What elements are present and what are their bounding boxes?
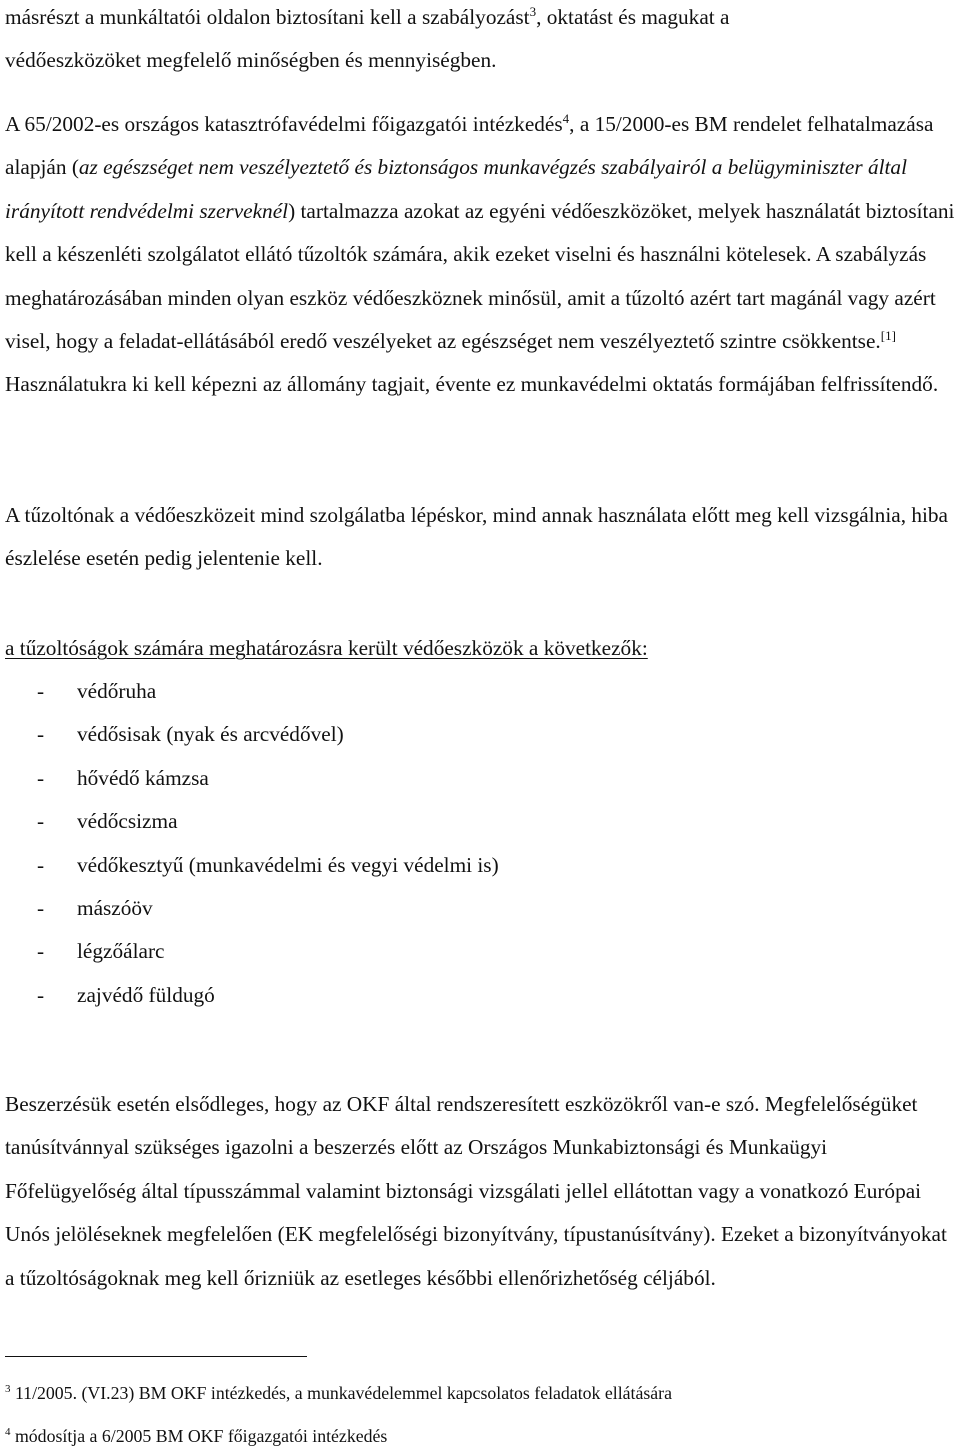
list-item-text: zajvédő füldugó bbox=[77, 982, 215, 1007]
equipment-list bbox=[5, 670, 499, 1017]
list-item bbox=[5, 670, 499, 713]
list-item-text: hővédő kámzsa bbox=[77, 765, 209, 790]
text: ) tartalmazza azokat az egyéni védőeszközöket, melyek használatát biztosítani kell a készenléti szolgálatot ellátó tűzoltók számára, akik ezeket viselni és használni kötelesek. A szabályzás meghatározásában minden olyan eszköz védőeszköznek minősül, amit a tűzoltó azért tart magánál vagy azért visel, hogy a feladat-ellátásából eredő veszélyeket az egészséget nem veszélyeztető szintre csökkentse. bbox=[5, 198, 955, 354]
citation-ref[interactable]: [1] bbox=[880, 327, 896, 343]
italic-text: az egészséget nem veszélyeztető és biztonságos munkavégzés szabályairól a belügyminiszter által irányított rendvédelmi szerveknél bbox=[5, 155, 907, 223]
paragraph-regulation bbox=[5, 103, 955, 407]
footnote-number: 3 bbox=[5, 1383, 11, 1396]
bullet-dash: - bbox=[37, 939, 45, 964]
footnote-ref[interactable]: 4 bbox=[562, 110, 570, 126]
list-item bbox=[5, 974, 499, 1017]
text: másrészt a munkáltatói oldalon biztosítani kell a szabályozást bbox=[5, 5, 530, 29]
text: védőeszközöket megfelelő minőségben és mennyiségben. bbox=[5, 48, 497, 73]
list-item bbox=[5, 930, 499, 973]
list-item-text: védősisak (nyak és arcvédővel) bbox=[77, 722, 344, 747]
footnote-text: módosítja a 6/2005 BM OKF főigazgatói intézkedés bbox=[14, 1426, 388, 1446]
text: A 65/2002-es országos katasztrófavédelmi főigazgatói intézkedés bbox=[5, 112, 563, 136]
paragraph-intro bbox=[5, 0, 955, 83]
list-item bbox=[5, 757, 499, 800]
footnote-text: 11/2005. (VI.23) BM OKF intézkedés, a munkavédelemmel kapcsolatos feladatok ellátására bbox=[14, 1383, 672, 1403]
list-item-text: védőruha bbox=[77, 679, 157, 703]
footnote-4 bbox=[5, 1424, 387, 1448]
footnote-3 bbox=[5, 1381, 672, 1405]
bullet-dash: - bbox=[37, 809, 45, 834]
text: , a 15/2000-es BM rendelet felhatalmazása alapján ( bbox=[5, 112, 934, 180]
footnote-ref[interactable]: 3 bbox=[529, 3, 537, 19]
list-item bbox=[5, 713, 499, 756]
bullet-dash: - bbox=[37, 982, 45, 1007]
footnote-divider bbox=[5, 1356, 307, 1357]
bullet-dash: - bbox=[37, 679, 45, 703]
bullet-dash: - bbox=[37, 852, 45, 877]
list-item-text: mászóöv bbox=[77, 895, 153, 920]
list-item bbox=[5, 800, 499, 843]
list-item-text: légzőálarc bbox=[77, 939, 165, 964]
bullet-dash: - bbox=[37, 895, 45, 920]
list-item bbox=[5, 844, 499, 887]
paragraph-inspection: A tűzoltónak a védőeszközeit mind szolgálatba lépéskor, mind annak használata előtt meg kell vizsgálnia, hiba észlelése esetén pedig jelentenie kell. bbox=[5, 503, 949, 571]
footnote-number: 4 bbox=[5, 1426, 11, 1439]
list-item-text: védőkesztyű (munkavédelmi és vegyi védelmi is) bbox=[77, 852, 499, 877]
bullet-dash: - bbox=[37, 722, 45, 747]
paragraph-procurement: Beszerzésük esetén elsődleges, hogy az OKF által rendszeresített eszközökről van-e szó. Megfelelőségüket tanúsítvánnyal szükséges igazolni a beszerzés előtt az Országos Munkabiztonsági és Munkaügyi Főfelügyelőség által típusszámmal valamint biztonsági vizsgálati jellel ellátottan vagy a vonatkozó Európai Unós jelöléseknek megfelelően (EK megfelelőségi bizonyítvány, típustanúsítvány). Ezeket a bizonyítványokat a tűzoltóságoknak meg kell őrizniük az esetleges későbbi ellenőrizhetőség céljából. bbox=[5, 1092, 947, 1290]
list-heading bbox=[5, 627, 955, 670]
text: , oktatást és magukat a bbox=[536, 5, 730, 29]
list-item-text: védőcsizma bbox=[77, 809, 178, 834]
bullet-dash: - bbox=[37, 765, 45, 790]
list-heading-text: a tűzoltóságok számára meghatározásra került védőeszközök a következők: bbox=[5, 636, 648, 660]
text: Használatukra ki kell képezni az állomány tagjait, évente ez munkavédelmi oktatás formájában felfrissítendő. bbox=[5, 372, 939, 397]
list-item bbox=[5, 887, 499, 930]
